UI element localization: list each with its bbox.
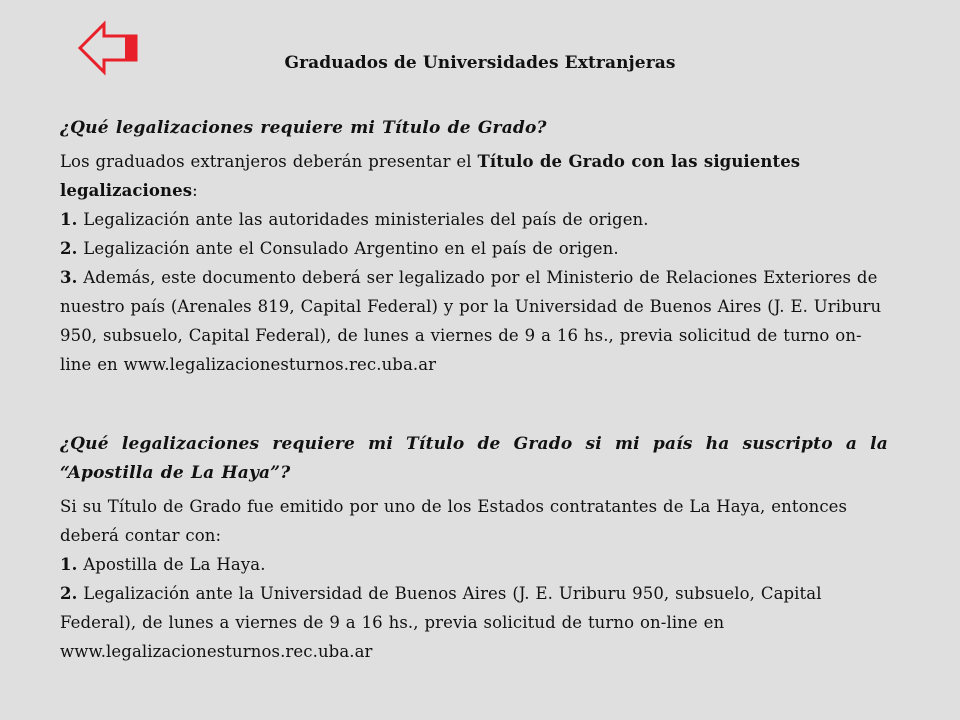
intro-prefix: Los graduados extranjeros deberán presentar el [60,152,478,171]
list-item [60,205,888,234]
question-heading-1: ¿Qué legalizaciones requiere mi Título de Grado? [60,118,547,138]
item-number: 2. [60,584,78,603]
item-number: 3. [60,268,78,287]
list-item [60,579,888,666]
section-apostille [60,430,888,666]
item-text: Legalización ante el Consulado Argentino en el país de origen. [77,239,619,258]
item-text: Apostilla de La Haya. [77,555,266,574]
page-title [0,53,960,73]
item-text: Legalización ante la Universidad de Buenos Aires (J. E. Uriburu 950, subsuelo, Capital Federal), de lunes a viernes de 9 a 16 hs., previa solicitud de turno on-line en www.legalizacionesturnos.rec.uba.ar [60,584,822,661]
list-item [60,263,888,379]
item-number: 1. [60,210,78,229]
intro-paragraph [60,147,888,205]
item-text: Además, este documento deberá ser legalizado por el Ministerio de Relaciones Exteriores de nuestro país (Arenales 819, Capital Federal) y por la Universidad de Buenos Aires (J. E. Uriburu 950, subsuelo, Capital Federal), de lunes a viernes de 9 a 16 hs., previa solicitud de turno on-line en www.legalizacionesturnos.rec.uba.ar [60,268,882,374]
intro-bold: Título de Grado con las siguientes legalizaciones [60,152,801,200]
question-heading-2: ¿Qué legalizaciones requiere mi Título de Grado si mi país ha suscripto a la “Apostilla de La Haya”? [60,434,888,483]
list-item [60,234,888,263]
item-number: 2. [60,239,78,258]
section-2-body [60,492,888,666]
section-legalizations [60,114,888,379]
intro-paragraph: Si su Título de Grado fue emitido por uno de los Estados contratantes de La Haya, entonces deberá contar con: [60,497,848,545]
item-number: 1. [60,555,78,574]
intro-suffix: : [192,181,198,200]
section-1-body [60,147,888,379]
list-item [60,550,888,579]
item-text: Legalización ante las autoridades ministeriales del país de origen. [77,210,649,229]
page-title-text: Graduados de Universidades Extranjeras [284,53,676,73]
